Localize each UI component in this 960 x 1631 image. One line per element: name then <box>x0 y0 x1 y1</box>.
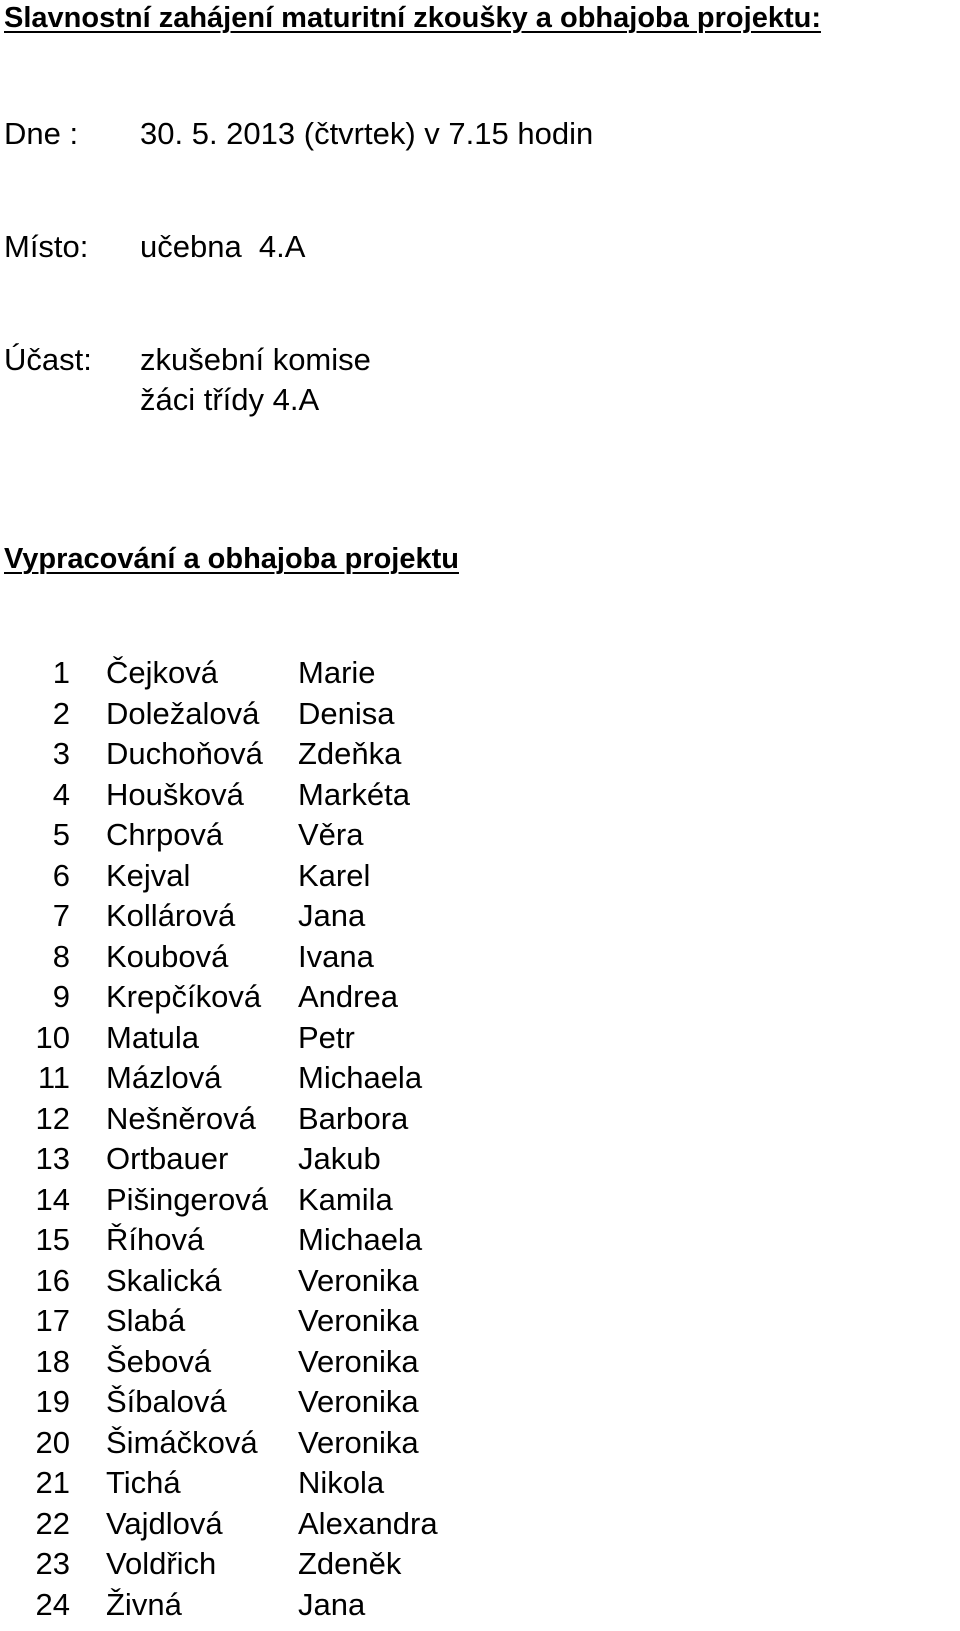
student-surname: Ortbauer <box>106 1141 229 1176</box>
student-number: 17 <box>35 1303 70 1338</box>
student-firstname: Veronika <box>298 1384 419 1419</box>
list-item <box>0 1220 960 1261</box>
student-firstname: Marie <box>298 655 376 690</box>
list-item <box>0 1544 960 1585</box>
student-number: 9 <box>52 979 70 1014</box>
list-item <box>0 1018 960 1059</box>
list-item <box>0 1058 960 1099</box>
student-firstname: Kamila <box>298 1181 393 1217</box>
student-surname: Živná <box>106 1586 182 1622</box>
student-firstname: Jakub <box>298 1141 381 1176</box>
student-firstname: Alexandra <box>298 1505 438 1541</box>
student-firstname: Zdeněk <box>298 1546 402 1581</box>
student-firstname: Zdeňka <box>298 736 402 771</box>
student-surname: Mázlová <box>106 1060 222 1095</box>
participation-value-students: žáci třídy 4.A <box>140 382 320 417</box>
student-surname: Vajdlová <box>106 1505 223 1541</box>
student-firstname: Ivana <box>298 938 374 974</box>
list-item <box>0 1301 960 1342</box>
student-surname: Houšková <box>106 776 244 812</box>
student-surname: Skalická <box>106 1262 222 1298</box>
student-list <box>0 653 960 1625</box>
student-number: 2 <box>52 695 70 731</box>
student-number: 4 <box>52 776 70 812</box>
student-number: 3 <box>52 736 70 771</box>
student-firstname: Markéta <box>298 776 410 812</box>
student-surname: Šebová <box>106 1343 212 1379</box>
student-firstname: Veronika <box>298 1424 419 1460</box>
list-item <box>0 694 960 735</box>
student-number: 21 <box>35 1465 70 1500</box>
student-surname: Nešněrová <box>106 1100 256 1136</box>
student-number: 10 <box>35 1019 70 1055</box>
list-item <box>0 1504 960 1545</box>
student-firstname: Veronika <box>298 1262 419 1298</box>
list-item <box>0 734 960 775</box>
list-item <box>0 775 960 816</box>
student-surname: Čejková <box>106 655 218 690</box>
student-number: 13 <box>35 1141 70 1176</box>
page-title: Slavnostní zahájení maturitní zkoušky a obhajoba projektu: <box>4 2 821 34</box>
student-surname: Šíbalová <box>106 1384 227 1419</box>
student-firstname: Andrea <box>298 979 398 1014</box>
list-item <box>0 1139 960 1180</box>
student-firstname: Michaela <box>298 1060 423 1095</box>
student-number: 24 <box>35 1586 70 1622</box>
list-item <box>0 977 960 1018</box>
student-surname: Krepčíková <box>106 979 262 1014</box>
participation-label: Účast: <box>4 342 92 377</box>
student-surname: Voldřich <box>106 1546 217 1581</box>
student-number: 19 <box>35 1384 70 1419</box>
student-surname: Duchoňová <box>106 736 263 771</box>
date-value: 30. 5. 2013 (čtvrtek) v 7.15 hodin <box>140 116 594 151</box>
student-surname: Doležalová <box>106 695 260 731</box>
student-firstname: Nikola <box>298 1465 385 1500</box>
list-item <box>0 1382 960 1423</box>
student-number: 8 <box>52 938 70 974</box>
student-number: 6 <box>52 857 70 893</box>
student-number: 14 <box>35 1181 70 1217</box>
student-number: 15 <box>35 1222 70 1257</box>
student-firstname: Veronika <box>298 1303 419 1338</box>
list-item <box>0 1180 960 1221</box>
list-item <box>0 856 960 897</box>
student-surname: Koubová <box>106 938 229 974</box>
student-surname: Matula <box>106 1019 200 1055</box>
section-title <box>4 541 459 577</box>
list-item <box>0 653 960 694</box>
student-surname: Kollárová <box>106 898 236 933</box>
student-number: 18 <box>35 1343 70 1379</box>
student-number: 16 <box>35 1262 70 1298</box>
student-firstname: Denisa <box>298 695 395 731</box>
list-item <box>0 896 960 937</box>
student-firstname: Barbora <box>298 1100 409 1136</box>
list-item <box>0 1261 960 1302</box>
list-item <box>0 937 960 978</box>
student-number: 20 <box>35 1424 70 1460</box>
list-item <box>0 1099 960 1140</box>
section-title-text: Vypracování a obhajoba projektu <box>4 543 459 575</box>
student-surname: Tichá <box>106 1465 181 1500</box>
student-surname: Chrpová <box>106 817 224 852</box>
student-firstname: Jana <box>298 1586 366 1622</box>
student-firstname: Michaela <box>298 1222 423 1257</box>
student-surname: Šimáčková <box>106 1424 258 1460</box>
list-item <box>0 1463 960 1504</box>
date-label: Dne : <box>4 116 79 151</box>
student-surname: Pišingerová <box>106 1181 268 1217</box>
student-firstname: Veronika <box>298 1343 419 1379</box>
student-surname: Říhová <box>106 1222 205 1257</box>
list-item <box>0 1585 960 1626</box>
student-number: 7 <box>52 898 70 933</box>
student-firstname: Petr <box>298 1019 355 1055</box>
student-firstname: Věra <box>298 817 364 852</box>
list-item <box>0 1423 960 1464</box>
student-number: 22 <box>35 1505 70 1541</box>
student-number: 12 <box>35 1100 70 1136</box>
student-surname: Kejval <box>106 857 191 893</box>
student-number: 11 <box>37 1060 70 1095</box>
place-value: učebna 4.A <box>140 229 306 264</box>
student-surname: Slabá <box>106 1303 186 1338</box>
student-firstname: Karel <box>298 857 371 893</box>
list-item <box>0 1342 960 1383</box>
place-label: Místo: <box>4 229 89 264</box>
student-firstname: Jana <box>298 898 366 933</box>
participation-value-committee: zkušební komise <box>140 342 371 377</box>
student-number: 23 <box>35 1546 70 1581</box>
student-number: 5 <box>52 817 70 852</box>
student-number: 1 <box>52 655 70 690</box>
list-item <box>0 815 960 856</box>
